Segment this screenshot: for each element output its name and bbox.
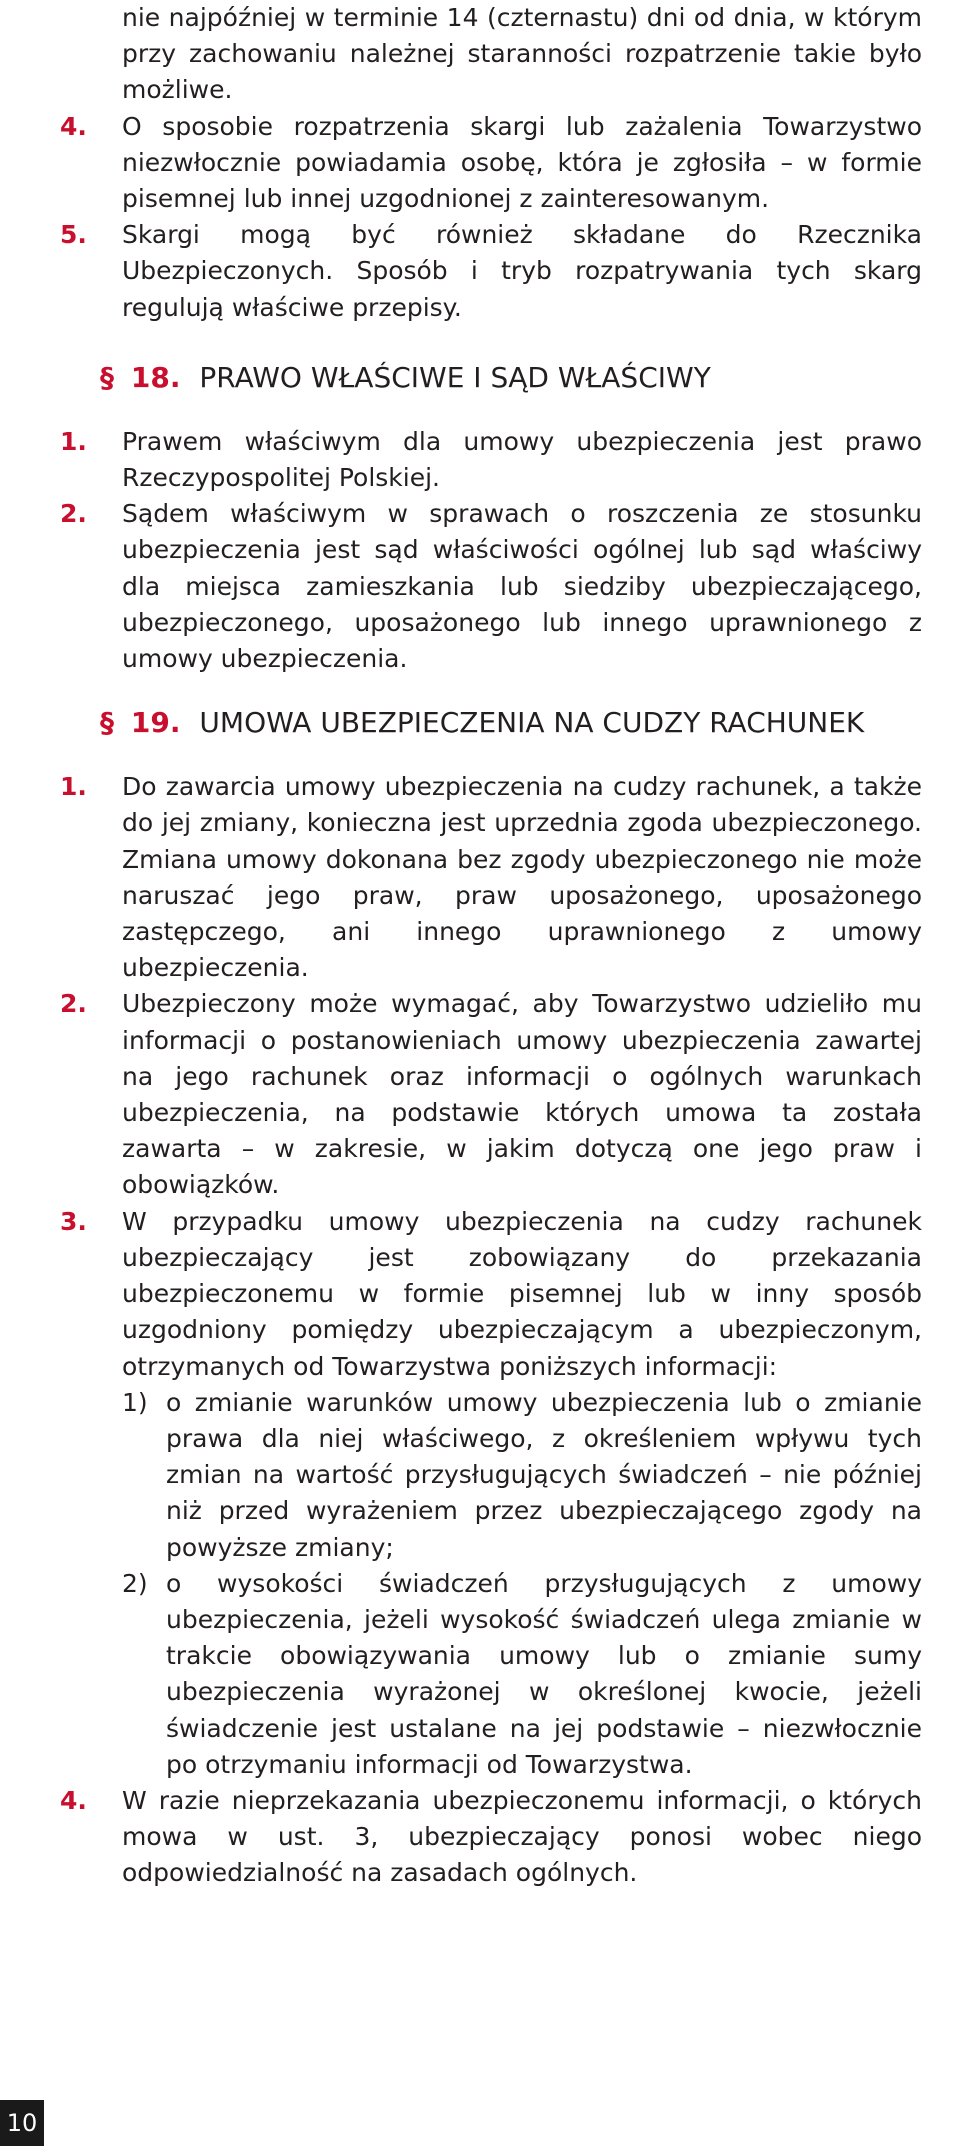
section-title: UMOWA UBEZPIECZENIA NA CUDZY RACHUNEK xyxy=(199,706,865,740)
subpoint-number: 2) xyxy=(122,1568,148,1598)
point-text: Ubezpieczony może wymagać, aby Towarzystwo udzieliło mu informacji o postanowieniach umowy ubezpieczenia zawartej na jego rachunek oraz informacji o ogólnych warunkach ubezpieczenia, na podstawie których umowa ta została zawarta – w zakresie, w jakim dotyczą one jego praw i obowiązków. xyxy=(122,989,922,1200)
document-page xyxy=(60,0,922,1892)
point-number: 1. xyxy=(60,772,87,802)
point-number: 2. xyxy=(60,989,87,1019)
s19-subpoint-1 xyxy=(100,1385,922,1566)
point-text: Skargi mogą być również składane do Rzecznika Ubezpieczonych. Sposób i tryb rozpatrywania tych skarg regulują właściwe przepisy. xyxy=(122,220,922,322)
section-18-heading xyxy=(100,360,922,396)
subpoint-number: 1) xyxy=(122,1387,148,1417)
point-text: W razie nieprzekazania ubezpieczonemu informacji, o których mowa w ust. 3, ubezpieczający ponosi wobec niego odpowiedzialność na zasadach ogólnych. xyxy=(122,1785,922,1888)
point-number: 4. xyxy=(60,1785,87,1815)
s19-point-1 xyxy=(60,769,922,986)
s19-point-2 xyxy=(60,986,922,1203)
point-text: Do zawarcia umowy ubezpieczenia na cudzy rachunek, a także do jej zmiany, konieczna jest uprzednia zgoda ubezpieczonego. Zmiana umowy dokonana bez zgody ubezpieczonego nie może naruszać jego praw, praw uposażonego, uposażonego zastępczego, ani innego uprawnionego z umowy ubezpieczenia. xyxy=(122,772,922,983)
s19-point-4 xyxy=(60,1783,922,1892)
section-number: 19. xyxy=(130,706,181,740)
point-number: 1. xyxy=(60,426,87,456)
point-4 xyxy=(60,109,922,218)
point-text: O sposobie rozpatrzenia skargi lub zażalenia Towarzystwo niezwłocznie powiadamia osobę, która je zgłosiła – w formie pisemnej lub innej uzgodnionej z zainteresowanym. xyxy=(122,111,922,214)
subpoint-text: o wysokości świadczeń przysługujących z umowy ubezpieczenia, jeżeli wysokość świadczeń ulega zmianie w trakcie obowiązywania umowy lub o zmianie sumy ubezpieczenia wyrażonej w określonej kwocie, jeżeli świadczenie jest ustalane na jej podstawie – niezwłocznie po otrzymaniu informacji od Towarzystwa. xyxy=(166,1568,922,1779)
point-text: Prawem właściwym dla umowy ubezpieczenia jest prawo Rzeczypospolitej Polskiej. xyxy=(122,426,922,493)
paragraph-sign: § xyxy=(100,706,114,740)
subpoint-text: o zmianie warunków umowy ubezpieczenia lub o zmianie prawa dla niej właściwego, z określeniem wpływu tych zmian na wartość przysługujących świadczeń – nie później niż przed wyrażeniem przez ubezpieczającego zgody na powyższe zmiany; xyxy=(166,1387,922,1562)
s18-point-2 xyxy=(60,496,922,677)
section-number: 18. xyxy=(130,360,181,394)
point-text: Sądem właściwym w sprawach o roszczenia ze stosunku ubezpieczenia jest sąd właściwości ogólnej lub sąd właściwy dla miejsca zamieszkania lub siedziby ubezpieczającego, ubezpieczonego, uposażonego lub innego uprawnionego z umowy ubezpieczenia. xyxy=(122,499,922,674)
section-title: PRAWO WŁAŚCIWE I SĄD WŁAŚCIWY xyxy=(199,360,711,394)
point-text: W przypadku umowy ubezpieczenia na cudzy rachunek ubezpieczający jest zobowiązany do przekazania ubezpieczonemu w formie pisemnej lub w inny sposób uzgodniony pomiędzy ubezpieczającym a ubezpieczonym, otrzymanych od Towarzystwa poniższych informacji: xyxy=(122,1206,922,1381)
point-number: 5. xyxy=(60,220,87,250)
s19-subpoint-2 xyxy=(100,1566,922,1783)
point-number: 2. xyxy=(60,499,87,529)
point-number: 4. xyxy=(60,111,87,141)
intro-continuation: nie najpóźniej w terminie 14 (czternastu) dni od dnia, w którym przy zachowaniu należnej staranności rozpatrzenie takie było możliwe. xyxy=(122,3,922,105)
paragraph-sign: § xyxy=(100,360,114,394)
page-number-badge: 10 xyxy=(0,2100,44,2146)
section-19-heading xyxy=(100,705,922,741)
point-number: 3. xyxy=(60,1206,87,1236)
s19-point-3 xyxy=(60,1204,922,1385)
point-5 xyxy=(60,217,922,326)
s18-point-1 xyxy=(60,424,922,496)
